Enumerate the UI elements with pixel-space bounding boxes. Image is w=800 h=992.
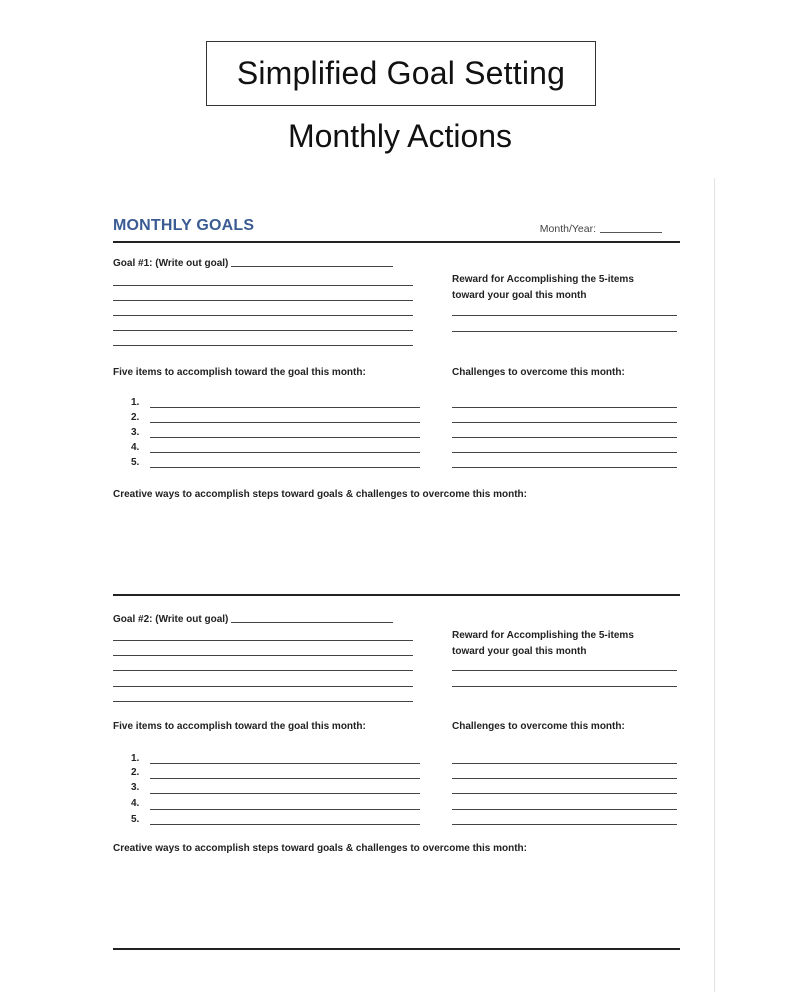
sheet-header <box>113 215 680 243</box>
item-line[interactable] <box>150 437 420 438</box>
goal-1-label: Goal #1: (Write out goal) <box>113 258 229 269</box>
challenges-1-label: Challenges to overcome this month: <box>452 367 625 378</box>
item-line[interactable] <box>150 778 420 779</box>
goal-1-line[interactable] <box>113 315 413 316</box>
goal-1-line[interactable] <box>113 330 413 331</box>
item-line[interactable] <box>150 467 420 468</box>
reward-1-line2: toward your goal this month <box>452 290 587 301</box>
challenge-line[interactable] <box>452 407 677 408</box>
reward-2-label <box>452 628 682 660</box>
challenge-line[interactable] <box>452 437 677 438</box>
item-number: 2. <box>131 767 140 778</box>
goal-2-line[interactable] <box>113 686 413 687</box>
month-year-field[interactable] <box>540 223 662 235</box>
challenges-2-label: Challenges to overcome this month: <box>452 721 625 732</box>
five-items-1-label: Five items to accomplish toward the goal this month: <box>113 367 366 378</box>
creative-2-label: Creative ways to accomplish steps toward goals & challenges to overcome this month: <box>113 843 527 854</box>
item-number: 1. <box>131 397 140 408</box>
item-line[interactable] <box>150 824 420 825</box>
challenge-line[interactable] <box>452 809 677 810</box>
creative-1-label: Creative ways to accomplish steps toward goals & challenges to overcome this month: <box>113 489 527 500</box>
goal-1-blank[interactable] <box>231 266 393 267</box>
challenge-line[interactable] <box>452 452 677 453</box>
goal-2-line[interactable] <box>113 655 413 656</box>
goal-1-line[interactable] <box>113 300 413 301</box>
item-number: 1. <box>131 753 140 764</box>
page-title-text: Simplified Goal Setting <box>236 55 566 91</box>
item-number: 4. <box>131 442 140 453</box>
month-year-blank[interactable] <box>600 232 662 233</box>
reward-2-line[interactable] <box>452 686 677 687</box>
goal-2-field[interactable] <box>113 614 393 625</box>
page-edge <box>714 178 715 992</box>
item-number: 5. <box>131 457 140 468</box>
challenge-line[interactable] <box>452 793 677 794</box>
reward-1-line1: Reward for Accomplishing the 5-items <box>452 274 634 285</box>
item-number: 3. <box>131 782 140 793</box>
goal-2-blank[interactable] <box>231 622 393 623</box>
challenge-line[interactable] <box>452 422 677 423</box>
item-line[interactable] <box>150 452 420 453</box>
item-number: 2. <box>131 412 140 423</box>
sheet-title: MONTHLY GOALS <box>113 217 255 234</box>
item-line[interactable] <box>150 407 420 408</box>
goal-1-line[interactable] <box>113 285 413 286</box>
month-year-label: Month/Year: <box>539 223 596 235</box>
goal-2-line[interactable] <box>113 640 413 641</box>
reward-2-line1: Reward for Accomplishing the 5-items <box>452 630 634 641</box>
reward-2-line2: toward your goal this month <box>452 646 587 657</box>
page-title <box>206 41 596 106</box>
section-divider <box>113 594 680 596</box>
five-items-2-label: Five items to accomplish toward the goal this month: <box>113 721 366 732</box>
reward-1-label <box>452 272 682 304</box>
challenge-line[interactable] <box>452 778 677 779</box>
challenge-line[interactable] <box>452 467 677 468</box>
item-number: 4. <box>131 798 140 809</box>
item-line[interactable] <box>150 763 420 764</box>
reward-1-line[interactable] <box>452 331 677 332</box>
challenge-line[interactable] <box>452 763 677 764</box>
goal-1-line[interactable] <box>113 345 413 346</box>
item-line[interactable] <box>150 422 420 423</box>
item-line[interactable] <box>150 809 420 810</box>
item-line[interactable] <box>150 793 420 794</box>
reward-1-line[interactable] <box>452 315 677 316</box>
reward-2-line[interactable] <box>452 670 677 671</box>
page-subtitle: Monthly Actions <box>287 118 513 154</box>
goal-2-line[interactable] <box>113 670 413 671</box>
challenge-line[interactable] <box>452 824 677 825</box>
item-number: 5. <box>131 814 140 825</box>
item-number: 3. <box>131 427 140 438</box>
goal-2-line[interactable] <box>113 701 413 702</box>
goal-1-field[interactable] <box>113 258 393 269</box>
section-divider <box>113 948 680 950</box>
goal-2-label: Goal #2: (Write out goal) <box>113 614 229 625</box>
